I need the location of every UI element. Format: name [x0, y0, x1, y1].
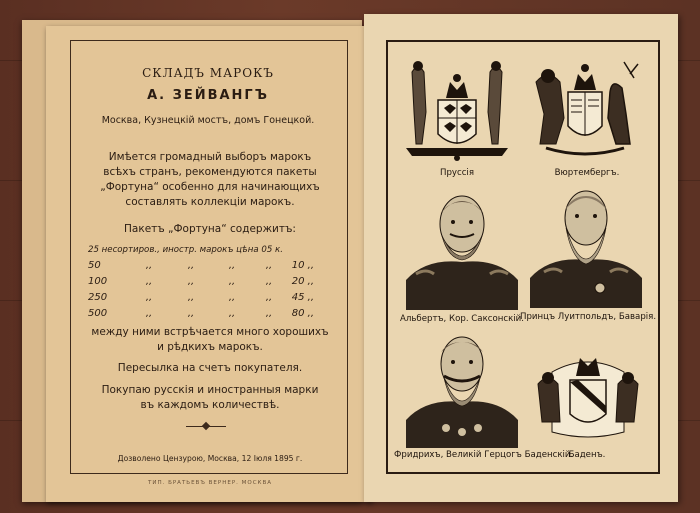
caption-albert: Альбертъ, Кор. Саксонскiй.: [400, 314, 524, 324]
price-cell: ,,: [187, 308, 195, 319]
merchant-name: А. ЗЕЙВАНГЪ: [147, 88, 269, 103]
price-cell: 100: [88, 276, 108, 287]
price-cell: 45 ,,: [291, 292, 314, 303]
price-cell: ,,: [265, 308, 273, 319]
price-cell: ,,: [187, 292, 195, 303]
caption-wurttemberg: Вюртембергъ.: [554, 168, 620, 178]
price-table: [88, 240, 334, 322]
price-row: [88, 258, 334, 274]
paragraph-line: Покупаю русскiя и иностранныя марки: [101, 384, 319, 396]
portrait-friedrich: [406, 328, 518, 448]
price-cell: 20 ,,: [291, 276, 314, 287]
paragraph-line: и рѣдкихъ марокъ.: [157, 341, 263, 353]
price-cell: ,,: [187, 260, 195, 271]
price-cell: ,,: [265, 276, 273, 287]
price-cell: ,,: [145, 292, 153, 303]
portrait-luitpold: [530, 180, 642, 308]
caption-friedrich: Фридрихъ, Великiй Герцогъ Баденскiй.: [394, 450, 574, 460]
packet-heading: Пакетъ „Фортуна“ содержитъ:: [124, 223, 296, 235]
price-cell: ,,: [228, 276, 236, 287]
paragraph-line: въ каждомъ количествѣ.: [140, 399, 280, 411]
rare-stamps-paragraph: [80, 325, 340, 355]
censorship-note: Дозволено Цензурою, Москва, 12 Iюля 1895 г.: [117, 454, 303, 463]
price-cell: 500: [88, 308, 108, 319]
price-row: [88, 306, 334, 322]
price-cell: 80 ,,: [291, 308, 314, 319]
shipping-note: Пересылка на счетъ покупателя.: [117, 362, 303, 374]
intro-line: Имѣется громадный выборъ марокъ: [108, 151, 312, 163]
caption-prussia: Пруссiя: [439, 168, 474, 178]
intro-line: всѣхъ странъ, рекомендуются пакеты: [103, 166, 317, 178]
intro-line: составлять коллекцiи марокъ.: [125, 196, 295, 208]
price-cell: ,,: [228, 292, 236, 303]
price-row: [88, 290, 334, 306]
price-row: [88, 274, 334, 290]
price-cell: ,,: [228, 260, 236, 271]
intro-paragraph: [80, 150, 340, 210]
portrait-albert: [406, 184, 518, 310]
price-cell: ,,: [265, 260, 273, 271]
price-cell: 10 ,,: [291, 260, 314, 271]
shop-title: СКЛАДЪ МАРОКЪ: [142, 66, 274, 80]
paragraph-line: между ними встрѣчается много хорошихъ: [91, 326, 329, 338]
prussia-coat-of-arms: [398, 52, 516, 164]
price-cell: 50: [88, 260, 101, 271]
baden-coat-of-arms: [530, 332, 646, 448]
caption-baden: Баденъ.: [568, 450, 606, 460]
price-cell: ,,: [187, 276, 195, 287]
buying-paragraph: [80, 383, 340, 413]
price-cell: ,,: [145, 276, 153, 287]
wurttemberg-coat-of-arms: [526, 48, 644, 166]
intro-line: „Фортуна“ особенно для начинающихъ: [100, 181, 320, 193]
divider-ornament: [186, 426, 226, 431]
price-cell: 250: [88, 292, 108, 303]
price-row: [88, 242, 334, 258]
price-cell: ,,: [145, 308, 153, 319]
address: Москва, Кузнецкiй мостъ, домъ Гонецкой.: [101, 115, 315, 126]
price-cell: ,,: [145, 260, 153, 271]
price-cell: ,,: [228, 308, 236, 319]
caption-luitpold: Принцъ Луитпольдъ, Баварiя.: [520, 312, 657, 322]
price-cell: ,,: [265, 292, 273, 303]
printer-imprint: ТИП. БРАТЬЕВЪ ВЕРНЕР. МОСКВА: [147, 480, 272, 486]
price-cell: 25 несортиров., иностр. марокъ цѣна 05 к.: [88, 245, 283, 255]
